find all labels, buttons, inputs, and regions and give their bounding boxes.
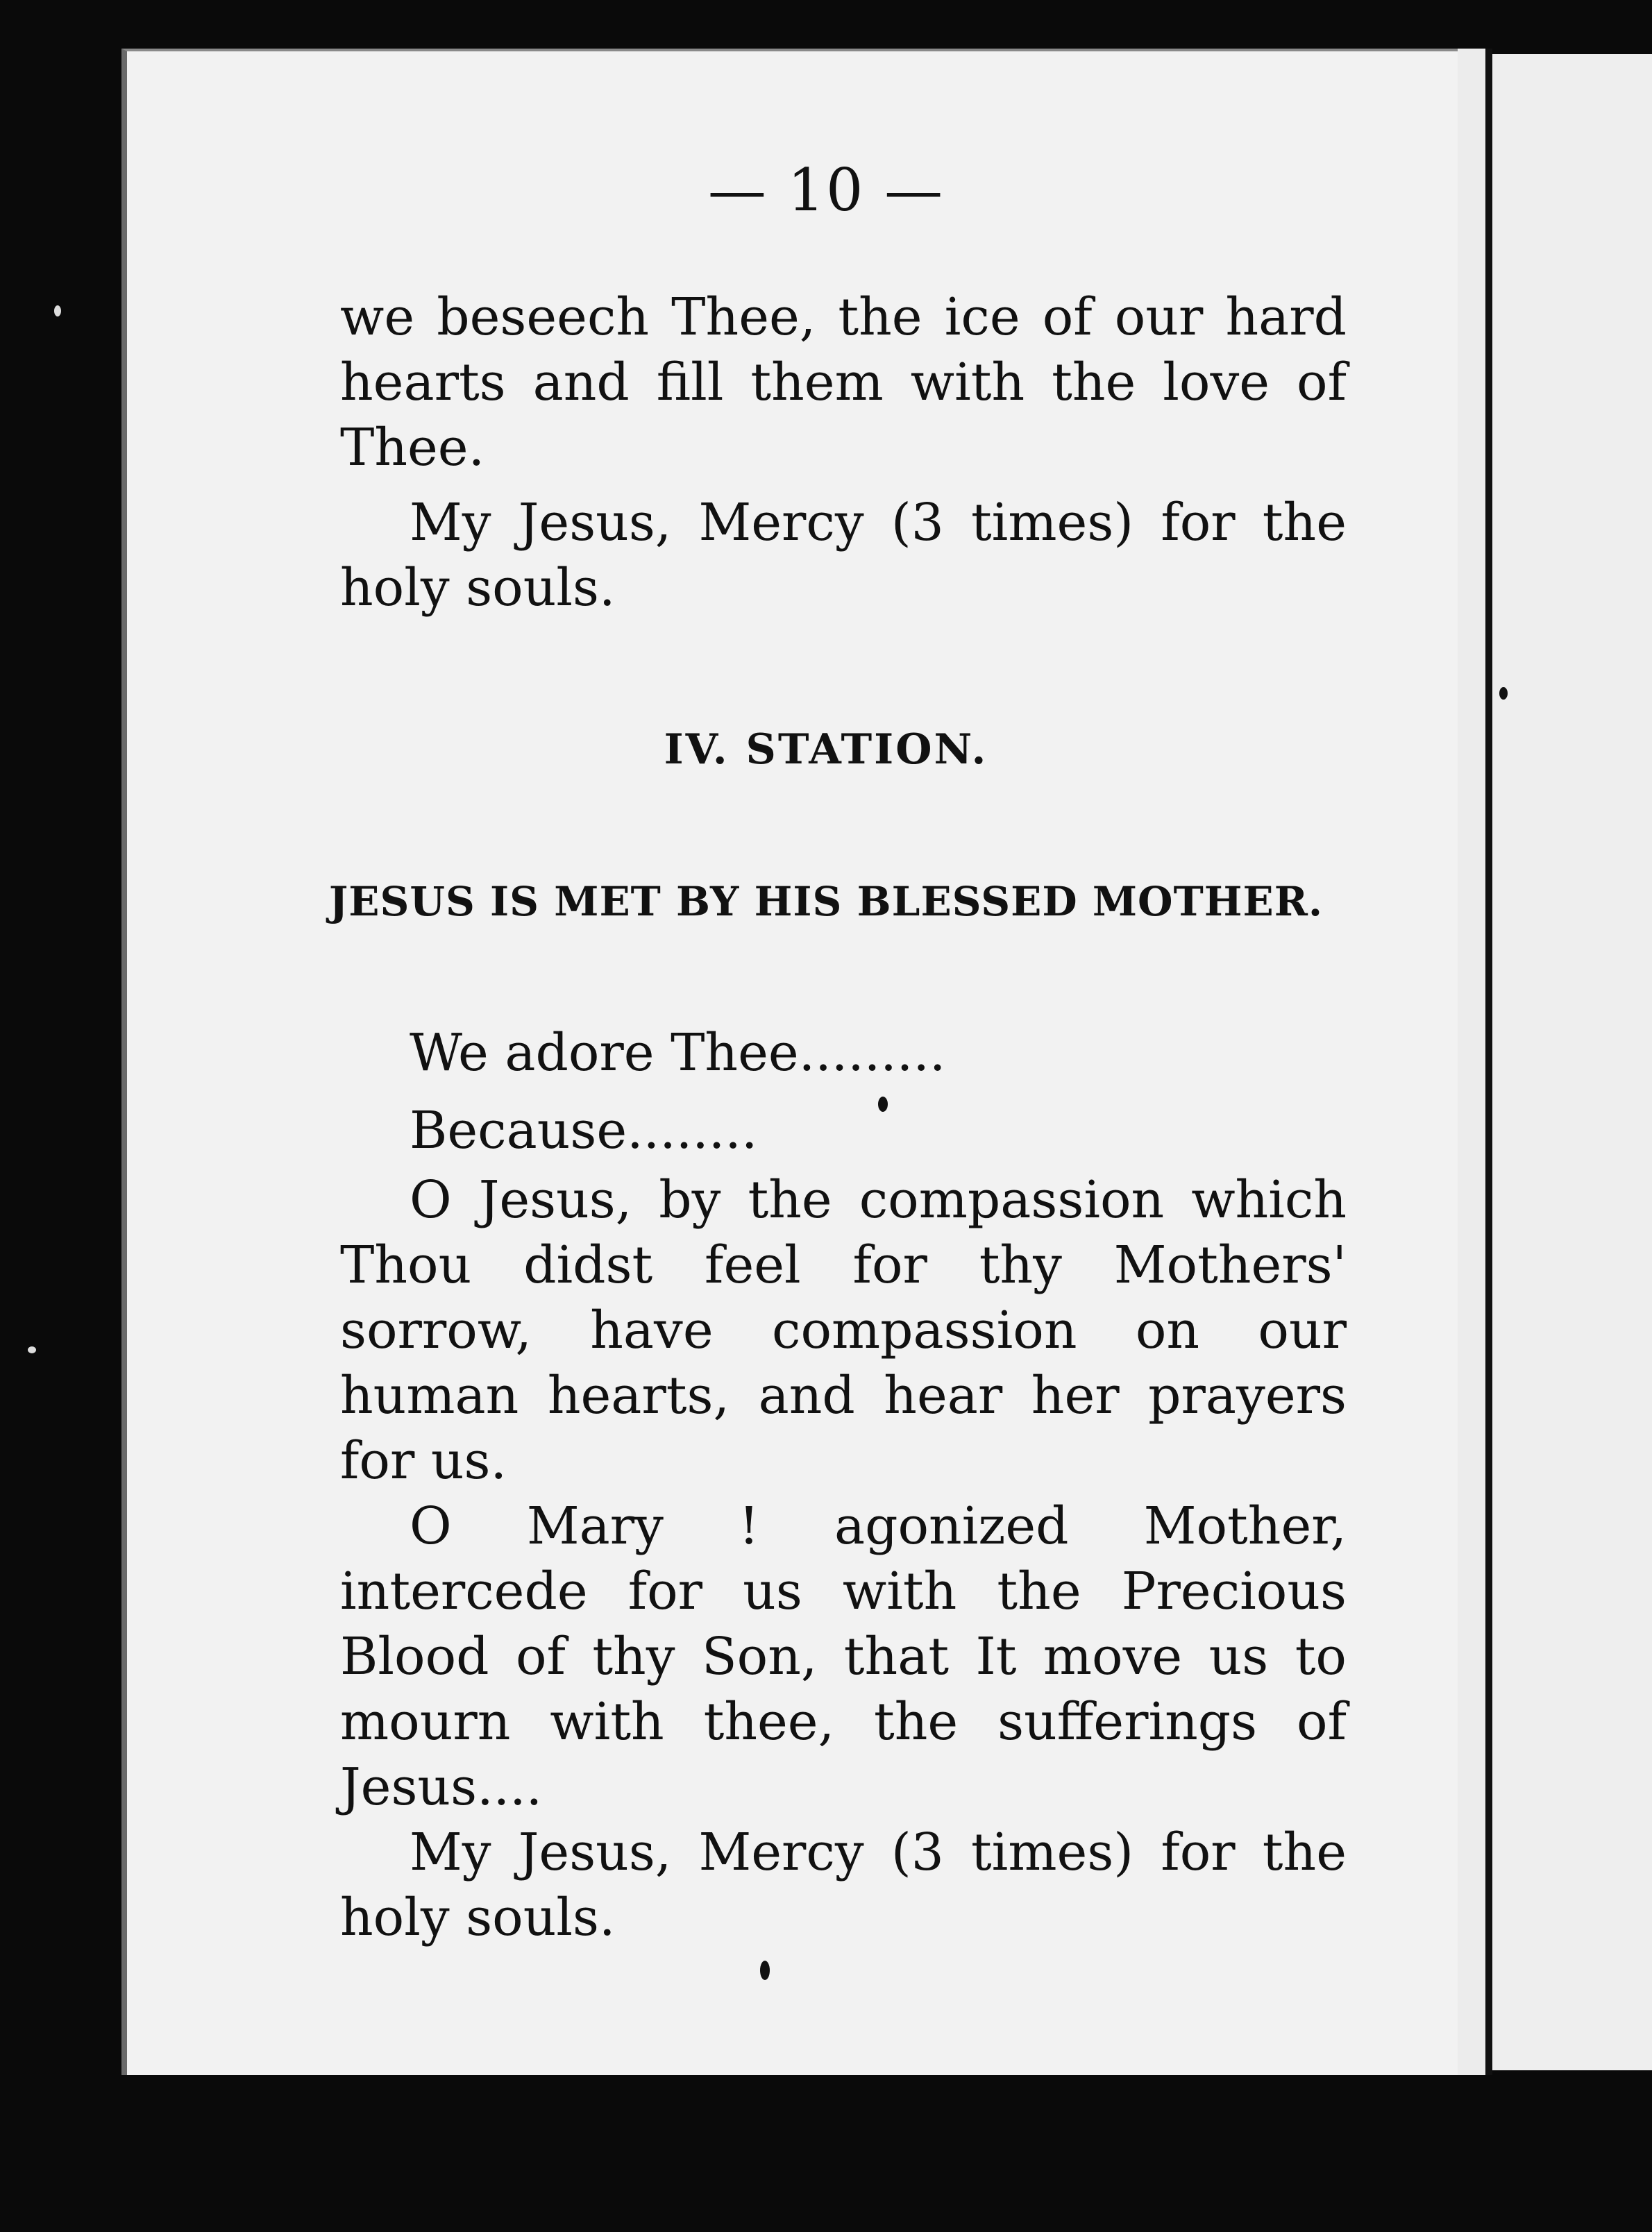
station-text-block	[340, 1020, 1347, 1950]
page-margin	[1458, 49, 1485, 2075]
station-heading: IV. STATION.	[664, 725, 988, 774]
book-gutter	[1485, 49, 1492, 2075]
page-number: — 10 —	[707, 156, 945, 224]
paragraph-mercy-prayer-2: My Jesus, Mercy (3 times) for the holy souls.	[340, 1823, 1347, 1947]
paragraph-mercy-prayer: My Jesus, Mercy (3 times) for the holy souls.	[340, 493, 1347, 618]
paragraph-continuation: we beseech Thee, the ice of our hard hearts and fill them with the love of Thee.	[340, 287, 1347, 477]
paragraph-mary-prayer: O Mary ! agonized Mother, intercede for us with the Precious Blood of thy Son, that It move us to mourn with thee, the sufferings of Jesus....	[340, 1496, 1347, 1817]
adjacent-page-edge	[1492, 54, 1652, 2070]
top-text-block	[340, 285, 1347, 620]
ink-speck	[878, 1097, 888, 1112]
ink-speck	[760, 1961, 770, 1980]
ink-speck	[1499, 687, 1508, 700]
line-we-adore: We adore Thee.........	[410, 1023, 946, 1083]
station-title: JESUS IS MET BY HIS BLESSED MOTHER.	[328, 878, 1324, 925]
paragraph-compassion-prayer: O Jesus, by the compassion which Thou didst feel for thy Mothers' sorrow, have compassion on our human hearts, and hear her prayers for us.	[340, 1170, 1347, 1491]
line-because: Because........	[410, 1101, 758, 1160]
film-speck	[28, 1346, 36, 1353]
film-speck	[54, 305, 61, 316]
